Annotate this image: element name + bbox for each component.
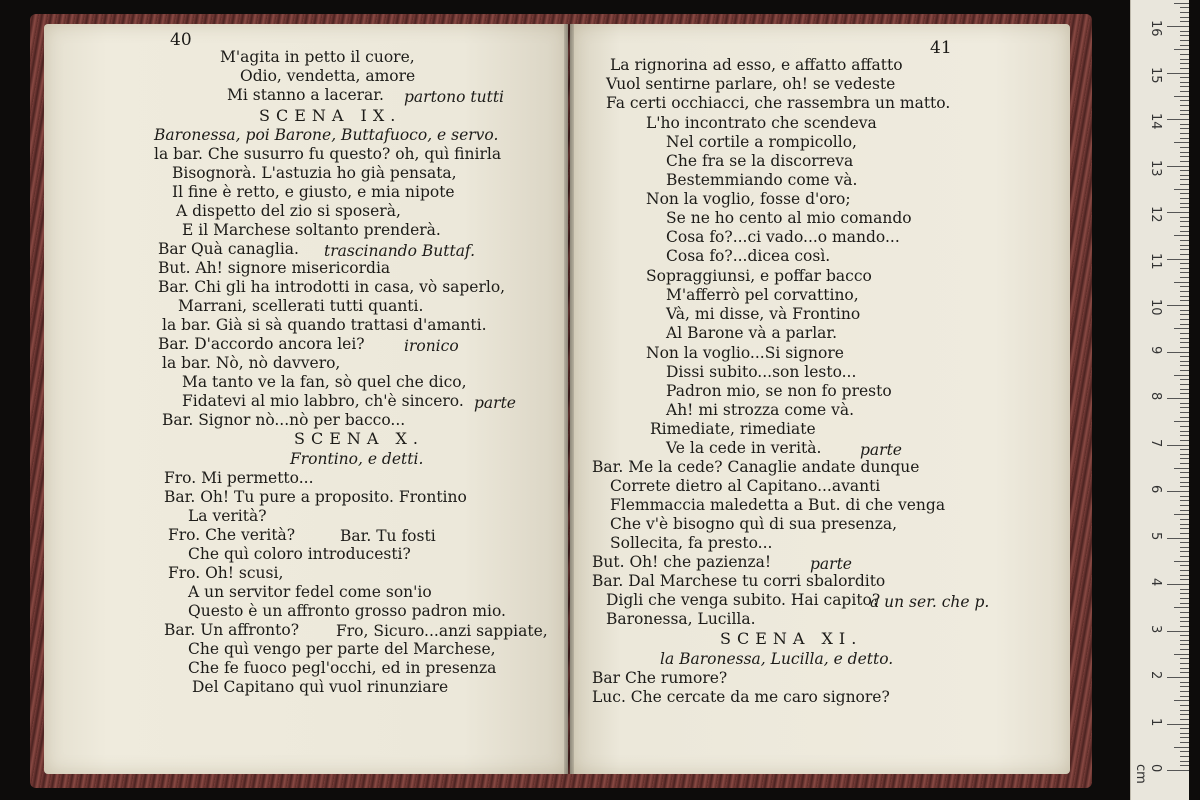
ruler-tick: [1180, 240, 1189, 241]
text-line: Il fine è retto, e giusto, e mia nipote: [172, 183, 455, 201]
text-line: Non la voglio...Si signore: [646, 344, 844, 362]
ruler-tick: [1180, 412, 1189, 413]
ruler-label: 2: [1148, 671, 1163, 680]
ruler-tick: [1167, 538, 1189, 539]
ruler-tick: [1180, 751, 1189, 752]
stage-direction: parte: [810, 555, 852, 573]
ruler-tick: [1180, 365, 1189, 366]
ruler-tick: [1174, 282, 1189, 283]
text-line: Và, mi disse, và Frontino: [666, 305, 861, 323]
text-line: Mi stanno a lacerar.: [227, 86, 384, 104]
ruler-label: 8: [1148, 392, 1163, 401]
ruler-tick: [1174, 142, 1189, 143]
ruler-tick: [1180, 477, 1189, 478]
measurement-ruler: [1130, 0, 1189, 800]
ruler-tick: [1180, 617, 1189, 618]
ruler-tick: [1174, 421, 1189, 422]
ruler-tick: [1174, 561, 1189, 562]
text-line: Bar. Me la cede? Canaglie andate dunque: [592, 458, 920, 476]
ruler-tick: [1167, 73, 1189, 74]
stage-direction: partono tutti: [404, 88, 505, 106]
ruler-tick: [1180, 268, 1189, 269]
text-line: A un servitor fedel come son'io: [188, 583, 432, 601]
text-line: la bar. Nò, nò davvero,: [162, 354, 341, 372]
ruler-tick: [1180, 272, 1189, 273]
page-number: 40: [170, 30, 192, 50]
ruler-tick: [1180, 45, 1189, 46]
ruler-tick: [1180, 254, 1189, 255]
ruler-tick: [1180, 361, 1189, 362]
ruler-tick: [1180, 59, 1189, 60]
ruler-tick: [1180, 403, 1189, 404]
text-line: L'ho incontrato che scendeva: [646, 114, 877, 132]
ruler-tick: [1180, 556, 1189, 557]
text-line: La rignorina ad esso, e affatto affatto: [610, 56, 903, 74]
ruler-tick: [1180, 524, 1189, 525]
ruler-tick: [1180, 486, 1189, 487]
ruler-tick: [1180, 533, 1189, 534]
text-line: la bar. Che susurro fu questo? oh, quì finirla: [154, 145, 502, 163]
text-line: Che fe fuoco pegl'occhi, ed in presenza: [188, 659, 497, 677]
text-line: Questo è un affronto grosso padron mio.: [188, 602, 506, 620]
ruler-label: 16: [1148, 20, 1163, 37]
ruler-tick: [1180, 672, 1189, 673]
text-line: la bar. Già si sà quando trattasi d'amanti.: [162, 316, 487, 334]
ruler-tick: [1180, 231, 1189, 232]
text-line: Vuol sentirne parlare, oh! se vedeste: [606, 75, 896, 93]
ruler-tick: [1180, 426, 1189, 427]
ruler-tick: [1180, 68, 1189, 69]
ruler-tick: [1180, 40, 1189, 41]
ruler-tick: [1180, 435, 1189, 436]
ruler-tick: [1180, 54, 1189, 55]
ruler-tick: [1180, 547, 1189, 548]
ruler-tick: [1180, 658, 1189, 659]
ruler-tick: [1180, 482, 1189, 483]
text-line: Ma tanto ve la fan, sò quel che dico,: [182, 373, 467, 391]
text-line: Non la voglio, fosse d'oro;: [646, 190, 851, 208]
ruler-label: 5: [1148, 531, 1163, 540]
book-gutter: [564, 24, 574, 774]
text-line: Al Barone và a parlar.: [666, 324, 838, 342]
ruler-tick: [1180, 496, 1189, 497]
ruler-tick: [1180, 300, 1189, 301]
text-line: Flemmaccia maledetta a But. di che venga: [610, 496, 946, 514]
ruler-label: 6: [1148, 485, 1163, 494]
ruler-tick: [1180, 324, 1189, 325]
ruler-tick: [1167, 770, 1189, 771]
text-line: Che fra se la discorreva: [666, 152, 854, 170]
ruler-tick: [1180, 82, 1189, 83]
ruler-tick: [1180, 719, 1189, 720]
stage-direction: a un ser. che p.: [870, 593, 990, 611]
ruler-tick: [1180, 510, 1189, 511]
ruler-label: 13: [1148, 159, 1163, 177]
ruler-tick: [1167, 445, 1189, 446]
ruler-tick: [1180, 86, 1189, 87]
scene-heading: SCENA XI.: [720, 629, 863, 648]
stage-direction: parte: [860, 441, 902, 459]
ruler-tick: [1180, 21, 1189, 22]
ruler-tick: [1180, 733, 1189, 734]
ruler-tick: [1180, 500, 1189, 501]
ruler-tick: [1180, 156, 1189, 157]
ruler-tick: [1180, 147, 1189, 148]
ruler-tick: [1167, 212, 1189, 213]
ruler-tick: [1180, 338, 1189, 339]
ruler-tick: [1174, 3, 1189, 4]
ruler-tick: [1167, 259, 1189, 260]
ruler-tick: [1180, 579, 1189, 580]
text-line: Ah! mi strozza come và.: [666, 401, 855, 419]
ruler-tick: [1180, 644, 1189, 645]
ruler-tick: [1180, 370, 1189, 371]
ruler-tick: [1180, 551, 1189, 552]
text-line: Fidatevi al mio labbro, ch'è sincero.: [182, 392, 464, 410]
ruler-tick: [1174, 96, 1189, 97]
ruler-tick: [1180, 198, 1189, 199]
ruler-tick: [1180, 626, 1189, 627]
text-line: Fro. Oh! scusi,: [168, 564, 284, 582]
ruler-tick: [1180, 686, 1189, 687]
ruler-tick: [1180, 138, 1189, 139]
page-number: 41: [930, 38, 952, 58]
ruler-tick: [1180, 35, 1189, 36]
ruler-label: 3: [1148, 624, 1163, 633]
ruler-tick: [1180, 663, 1189, 664]
ruler-tick: [1180, 356, 1189, 357]
ruler-tick: [1180, 319, 1189, 320]
ruler-tick: [1180, 179, 1189, 180]
ruler-tick: [1180, 603, 1189, 604]
text-line: Sollecita, fa presto...: [610, 534, 773, 552]
text-line: Ve la cede in verità.: [666, 439, 822, 457]
ruler-tick: [1180, 682, 1189, 683]
ruler-tick: [1180, 110, 1189, 111]
ruler-tick: [1174, 514, 1189, 515]
ruler-tick: [1180, 668, 1189, 669]
text-line: Cosa fo?...dicea così.: [666, 247, 831, 265]
ruler-tick: [1180, 277, 1189, 278]
ruler-tick: [1174, 747, 1189, 748]
text-line: Fa certi occhiacci, che rassembra un matto.: [606, 94, 951, 112]
text-line: But. Ah! signore misericordia: [158, 259, 391, 277]
text-line: Bisognorà. L'astuzia ho già pensata,: [172, 164, 457, 182]
ruler-tick: [1180, 333, 1189, 334]
ruler-tick: [1180, 203, 1189, 204]
ruler-tick: [1180, 598, 1189, 599]
ruler-tick: [1180, 100, 1189, 101]
ruler-tick: [1167, 491, 1189, 492]
ruler-tick: [1167, 166, 1189, 167]
ruler-tick: [1180, 393, 1189, 394]
ruler-tick: [1180, 217, 1189, 218]
scene-heading: SCENA X.: [294, 429, 424, 448]
text-line: Che quì coloro introducesti?: [188, 545, 411, 563]
text-line: Sopraggiunsi, e poffar bacco: [646, 267, 872, 285]
text-line: Baronessa, Lucilla.: [606, 610, 756, 628]
ruler-label: 0 cm: [1133, 764, 1163, 784]
ruler-tick: [1180, 761, 1189, 762]
text-line: Bar Quà canaglia.: [158, 240, 299, 258]
text-line: la Baronessa, Lucilla, e detto.: [660, 650, 894, 668]
ruler-tick: [1180, 463, 1189, 464]
ruler-tick: [1180, 286, 1189, 287]
ruler-tick: [1180, 17, 1189, 18]
text-line: M'agita in petto il cuore,: [220, 48, 415, 66]
ruler-tick: [1180, 440, 1189, 441]
ruler-tick: [1180, 691, 1189, 692]
text-line: Bar. Dal Marchese tu corri sbalordito: [592, 572, 886, 590]
ruler-label: 7: [1148, 438, 1163, 447]
ruler-tick: [1180, 570, 1189, 571]
text-line: Bar Che rumore?: [592, 669, 728, 687]
text-line: Padron mio, se non fo presto: [666, 382, 892, 400]
ruler-tick: [1180, 291, 1189, 292]
scene-heading: SCENA IX.: [259, 106, 402, 125]
ruler-tick: [1180, 12, 1189, 13]
stage-direction: Fro, Sicuro...anzi sappiate,: [336, 622, 548, 640]
text-line: Correte dietro al Capitano...avanti: [610, 477, 881, 495]
ruler-tick: [1180, 133, 1189, 134]
ruler-tick: [1167, 26, 1189, 27]
ruler-tick: [1167, 631, 1189, 632]
ruler-tick: [1180, 193, 1189, 194]
ruler-tick: [1180, 152, 1189, 153]
ruler-tick: [1167, 584, 1189, 585]
ruler-tick: [1180, 737, 1189, 738]
text-line: But. Oh! che pazienza!: [592, 553, 772, 571]
ruler-tick: [1180, 77, 1189, 78]
ruler-tick: [1180, 449, 1189, 450]
ruler-tick: [1180, 161, 1189, 162]
text-line: Bar. Un affronto?: [164, 621, 300, 639]
ruler-tick: [1180, 454, 1189, 455]
ruler-tick: [1180, 221, 1189, 222]
ruler-tick: [1180, 528, 1189, 529]
text-line: Del Capitano quì vuol rinunziare: [192, 678, 449, 696]
ruler-tick: [1180, 347, 1189, 348]
ruler-tick: [1180, 696, 1189, 697]
ruler-tick: [1174, 375, 1189, 376]
text-line: Baronessa, poi Barone, Buttafuoco, e servo.: [154, 126, 499, 144]
ruler-tick: [1180, 742, 1189, 743]
ruler-tick: [1180, 575, 1189, 576]
ruler-tick: [1180, 207, 1189, 208]
text-line: Fro. Che verità?: [168, 526, 296, 544]
ruler-tick: [1180, 105, 1189, 106]
ruler-tick: [1180, 593, 1189, 594]
ruler-tick: [1180, 756, 1189, 757]
ruler-label: 9: [1148, 345, 1163, 354]
text-line: Nel cortile a rompicollo,: [666, 133, 857, 151]
ruler-tick: [1180, 389, 1189, 390]
text-line: Dissi subito...son lesto...: [666, 363, 857, 381]
ruler-label: 11: [1148, 252, 1163, 270]
text-line: Digli che venga subito. Hai capito?: [606, 591, 881, 609]
ruler-tick: [1180, 458, 1189, 459]
left-page: [44, 24, 568, 774]
text-line: Fro. Mi permetto...: [164, 469, 314, 487]
ruler-label: 12: [1148, 206, 1163, 223]
text-line: Bar. D'accordo ancora lei?: [158, 335, 365, 353]
text-line: E il Marchese soltanto prenderà.: [182, 221, 441, 239]
text-line: Cosa fo?...ci vado...o mando...: [666, 228, 900, 246]
text-line: Bar. Signor nò...nò per bacco...: [162, 411, 406, 429]
ruler-tick: [1180, 379, 1189, 380]
text-line: Marrani, scellerati tutti quanti.: [178, 297, 424, 315]
ruler-tick: [1174, 468, 1189, 469]
ruler-tick: [1180, 505, 1189, 506]
ruler-tick: [1180, 249, 1189, 250]
ruler-label: 4: [1148, 578, 1163, 587]
text-line: M'afferrò pel corvattino,: [666, 286, 859, 304]
ruler-tick: [1180, 565, 1189, 566]
ruler-tick: [1180, 710, 1189, 711]
ruler-tick: [1180, 314, 1189, 315]
ruler-tick: [1180, 384, 1189, 385]
ruler-tick: [1167, 305, 1189, 306]
ruler-tick: [1180, 31, 1189, 32]
text-line: Se ne ho cento al mio comando: [666, 209, 912, 227]
ruler-tick: [1180, 226, 1189, 227]
ruler-tick: [1180, 589, 1189, 590]
ruler-tick: [1180, 175, 1189, 176]
ruler-tick: [1180, 705, 1189, 706]
ruler-tick: [1180, 342, 1189, 343]
text-line: Luc. Che cercate da me caro signore?: [592, 688, 890, 706]
ruler-tick: [1180, 728, 1189, 729]
ruler-tick: [1180, 63, 1189, 64]
ruler-tick: [1167, 677, 1189, 678]
ruler-tick: [1180, 407, 1189, 408]
ruler-tick: [1167, 352, 1189, 353]
ruler-tick: [1180, 114, 1189, 115]
ruler-tick: [1180, 310, 1189, 311]
text-line: Bar. Oh! Tu pure a proposito. Frontino: [164, 488, 467, 506]
ruler-tick: [1180, 124, 1189, 125]
ruler-tick: [1174, 235, 1189, 236]
ruler-tick: [1174, 189, 1189, 190]
ruler-tick: [1174, 328, 1189, 329]
text-line: Bestemmiando come và.: [666, 171, 858, 189]
ruler-tick: [1180, 519, 1189, 520]
stage-direction: ironico: [404, 337, 459, 355]
text-line: La verità?: [188, 507, 267, 525]
text-line: Che v'è bisogno quì di sua presenza,: [610, 515, 898, 533]
ruler-tick: [1167, 398, 1189, 399]
ruler-tick: [1180, 7, 1189, 8]
ruler-label: 14: [1148, 113, 1163, 130]
ruler-tick: [1180, 612, 1189, 613]
ruler-tick: [1180, 245, 1189, 246]
ruler-label: 15: [1148, 66, 1163, 84]
ruler-tick: [1174, 49, 1189, 50]
ruler-tick: [1180, 184, 1189, 185]
ruler-tick: [1180, 417, 1189, 418]
text-line: Odio, vendetta, amore: [240, 67, 416, 85]
ruler-tick: [1174, 700, 1189, 701]
ruler-tick: [1180, 296, 1189, 297]
ruler-label: 10: [1148, 299, 1163, 316]
text-line: Bar. Chi gli ha introdotti in casa, vò saperlo,: [158, 278, 506, 296]
ruler-tick: [1180, 263, 1189, 264]
text-line: Che quì vengo per parte del Marchese,: [188, 640, 496, 658]
ruler-tick: [1167, 724, 1189, 725]
ruler-tick: [1174, 654, 1189, 655]
ruler-tick: [1180, 714, 1189, 715]
ruler-tick: [1180, 542, 1189, 543]
ruler-tick: [1180, 170, 1189, 171]
ruler-tick: [1180, 649, 1189, 650]
right-page: [570, 24, 1070, 774]
ruler-tick: [1180, 128, 1189, 129]
ruler-tick: [1180, 431, 1189, 432]
ruler-tick: [1180, 621, 1189, 622]
ruler-tick: [1180, 765, 1189, 766]
stage-direction: Bar. Tu fosti: [340, 527, 436, 545]
text-line: A dispetto del zio si sposerà,: [176, 202, 401, 220]
ruler-tick: [1167, 119, 1189, 120]
stage-direction: trascinando Buttaf.: [324, 242, 476, 260]
text-line: Frontino, e detti.: [290, 450, 424, 468]
ruler-tick: [1180, 640, 1189, 641]
ruler-tick: [1180, 635, 1189, 636]
ruler-tick: [1174, 607, 1189, 608]
ruler-label: 1: [1148, 717, 1163, 726]
text-line: Rimediate, rimediate: [650, 420, 816, 438]
stage-direction: parte: [474, 394, 516, 412]
ruler-tick: [1180, 91, 1189, 92]
ruler-tick: [1180, 472, 1189, 473]
